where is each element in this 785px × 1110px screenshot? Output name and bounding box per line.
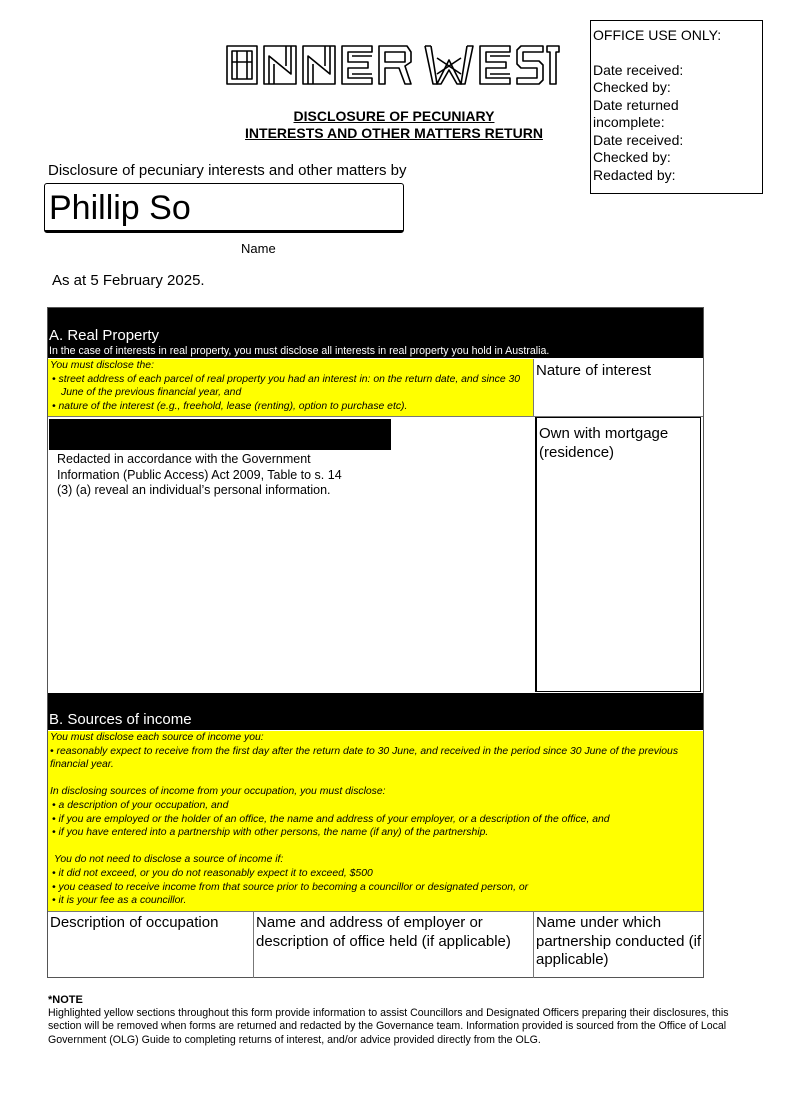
logo-text: INNER WEST [225,44,232,45]
nature-of-interest-header: Nature of interest [533,359,703,416]
occupation-bullet: • a description of your occupation, and [52,799,229,811]
section-a-guidance [48,359,533,416]
note-text: Highlighted yellow sections throughout this form provide information to assist Councillors and Designated Officers preparing their disclosures, this section will be removed when forms are returned and redacted by the Governance team. Information provided is sourced from the Office of Local Government (OLG) Guide to completing returns of interest, and/or advice provided directly from the OLG. [48,1007,729,1046]
column-occupation: Description of occupation [50,914,219,931]
name-caption: Name [241,241,276,256]
office-use-heading: OFFICE USE ONLY: [593,27,722,43]
column-partnership: Name under which partnership conducted (if applicable) [533,912,703,978]
not-bullet: • it did not exceed, or you do not reasonably expect it to exceed, $500 [52,867,373,879]
office-field-checked-by: Checked by: [593,79,671,95]
office-field-date-returned: Date returned [593,96,679,113]
guidance-bullet: • street address of each parcel of real property you had an interest in: on the return date, and since 30 June of the previous financial year, and [52,373,521,398]
section-b-heading: B. Sources of income [48,693,703,730]
not-bullet: • you ceased to receive income from that source prior to becoming a councillor or designated person, or [52,881,529,893]
office-field-date-received-2: Date received: [593,131,684,148]
header-bar [48,308,703,327]
column-employer: Name and address of employer or description of office held (if applicable) [253,912,533,978]
as-at-date: As at 5 February 2025. [52,272,205,289]
redaction-notice: Redacted in accordance with the Government Information (Public Access) Act 2009, Table to s. 14 (3) (a) reveal an individual’s personal information. [57,452,342,497]
form-title-line1: DISCLOSURE OF PECUNIARY [293,108,495,124]
name-field[interactable]: Phillip So [44,183,404,233]
section-a-heading: A. Real Property [48,327,703,345]
office-use-box [590,20,763,194]
inner-west-logo [225,44,561,86]
section-a-subheading: In the case of interests in real property, you must disclose all interests in real property you hold in Australia. [48,345,703,358]
occupation-intro: In disclosing sources of income from your occupation, you must disclose: [50,786,386,798]
office-field-incomplete: incomplete: [593,114,665,130]
occupation-bullet: • if you are employed or the holder of an office, the name and address of your employer, or a description of the office, and [52,813,610,825]
note-title: *NOTE [48,994,83,1006]
section-b-guidance [48,731,703,911]
must-intro: You must disclose each source of income you: [50,732,264,743]
redaction-block [49,419,391,450]
must-bullet: • reasonably expect to receive from the first day after the return date to 30 June, and received in the period since 30 June of the previous financial year. [50,745,679,771]
not-bullet: • it is your fee as a councillor. [52,895,187,907]
occupation-bullet: • if you have entered into a partnership with other persons, the name (if any) of the partnership. [52,827,489,839]
office-field-date-received: Date received: [593,61,684,78]
office-field-redacted-by: Redacted by: [593,166,676,183]
guidance-bullet: • nature of the interest (e.g., freehold, lease (renting), option to purchase etc). [52,400,408,412]
not-intro: You do not need to disclose a source of income if: [54,854,284,866]
form-title [205,108,583,142]
guidance-intro: You must disclose the: [50,360,154,371]
disclosure-by-label: Disclosure of pecuniary interests and other matters by [48,162,407,179]
office-field-checked-by-2: Checked by: [593,149,671,165]
nature-of-interest-field[interactable]: Own with mortgage (residence) [535,417,701,692]
form-title-line2: INTERESTS AND OTHER MATTERS RETURN [245,125,543,141]
